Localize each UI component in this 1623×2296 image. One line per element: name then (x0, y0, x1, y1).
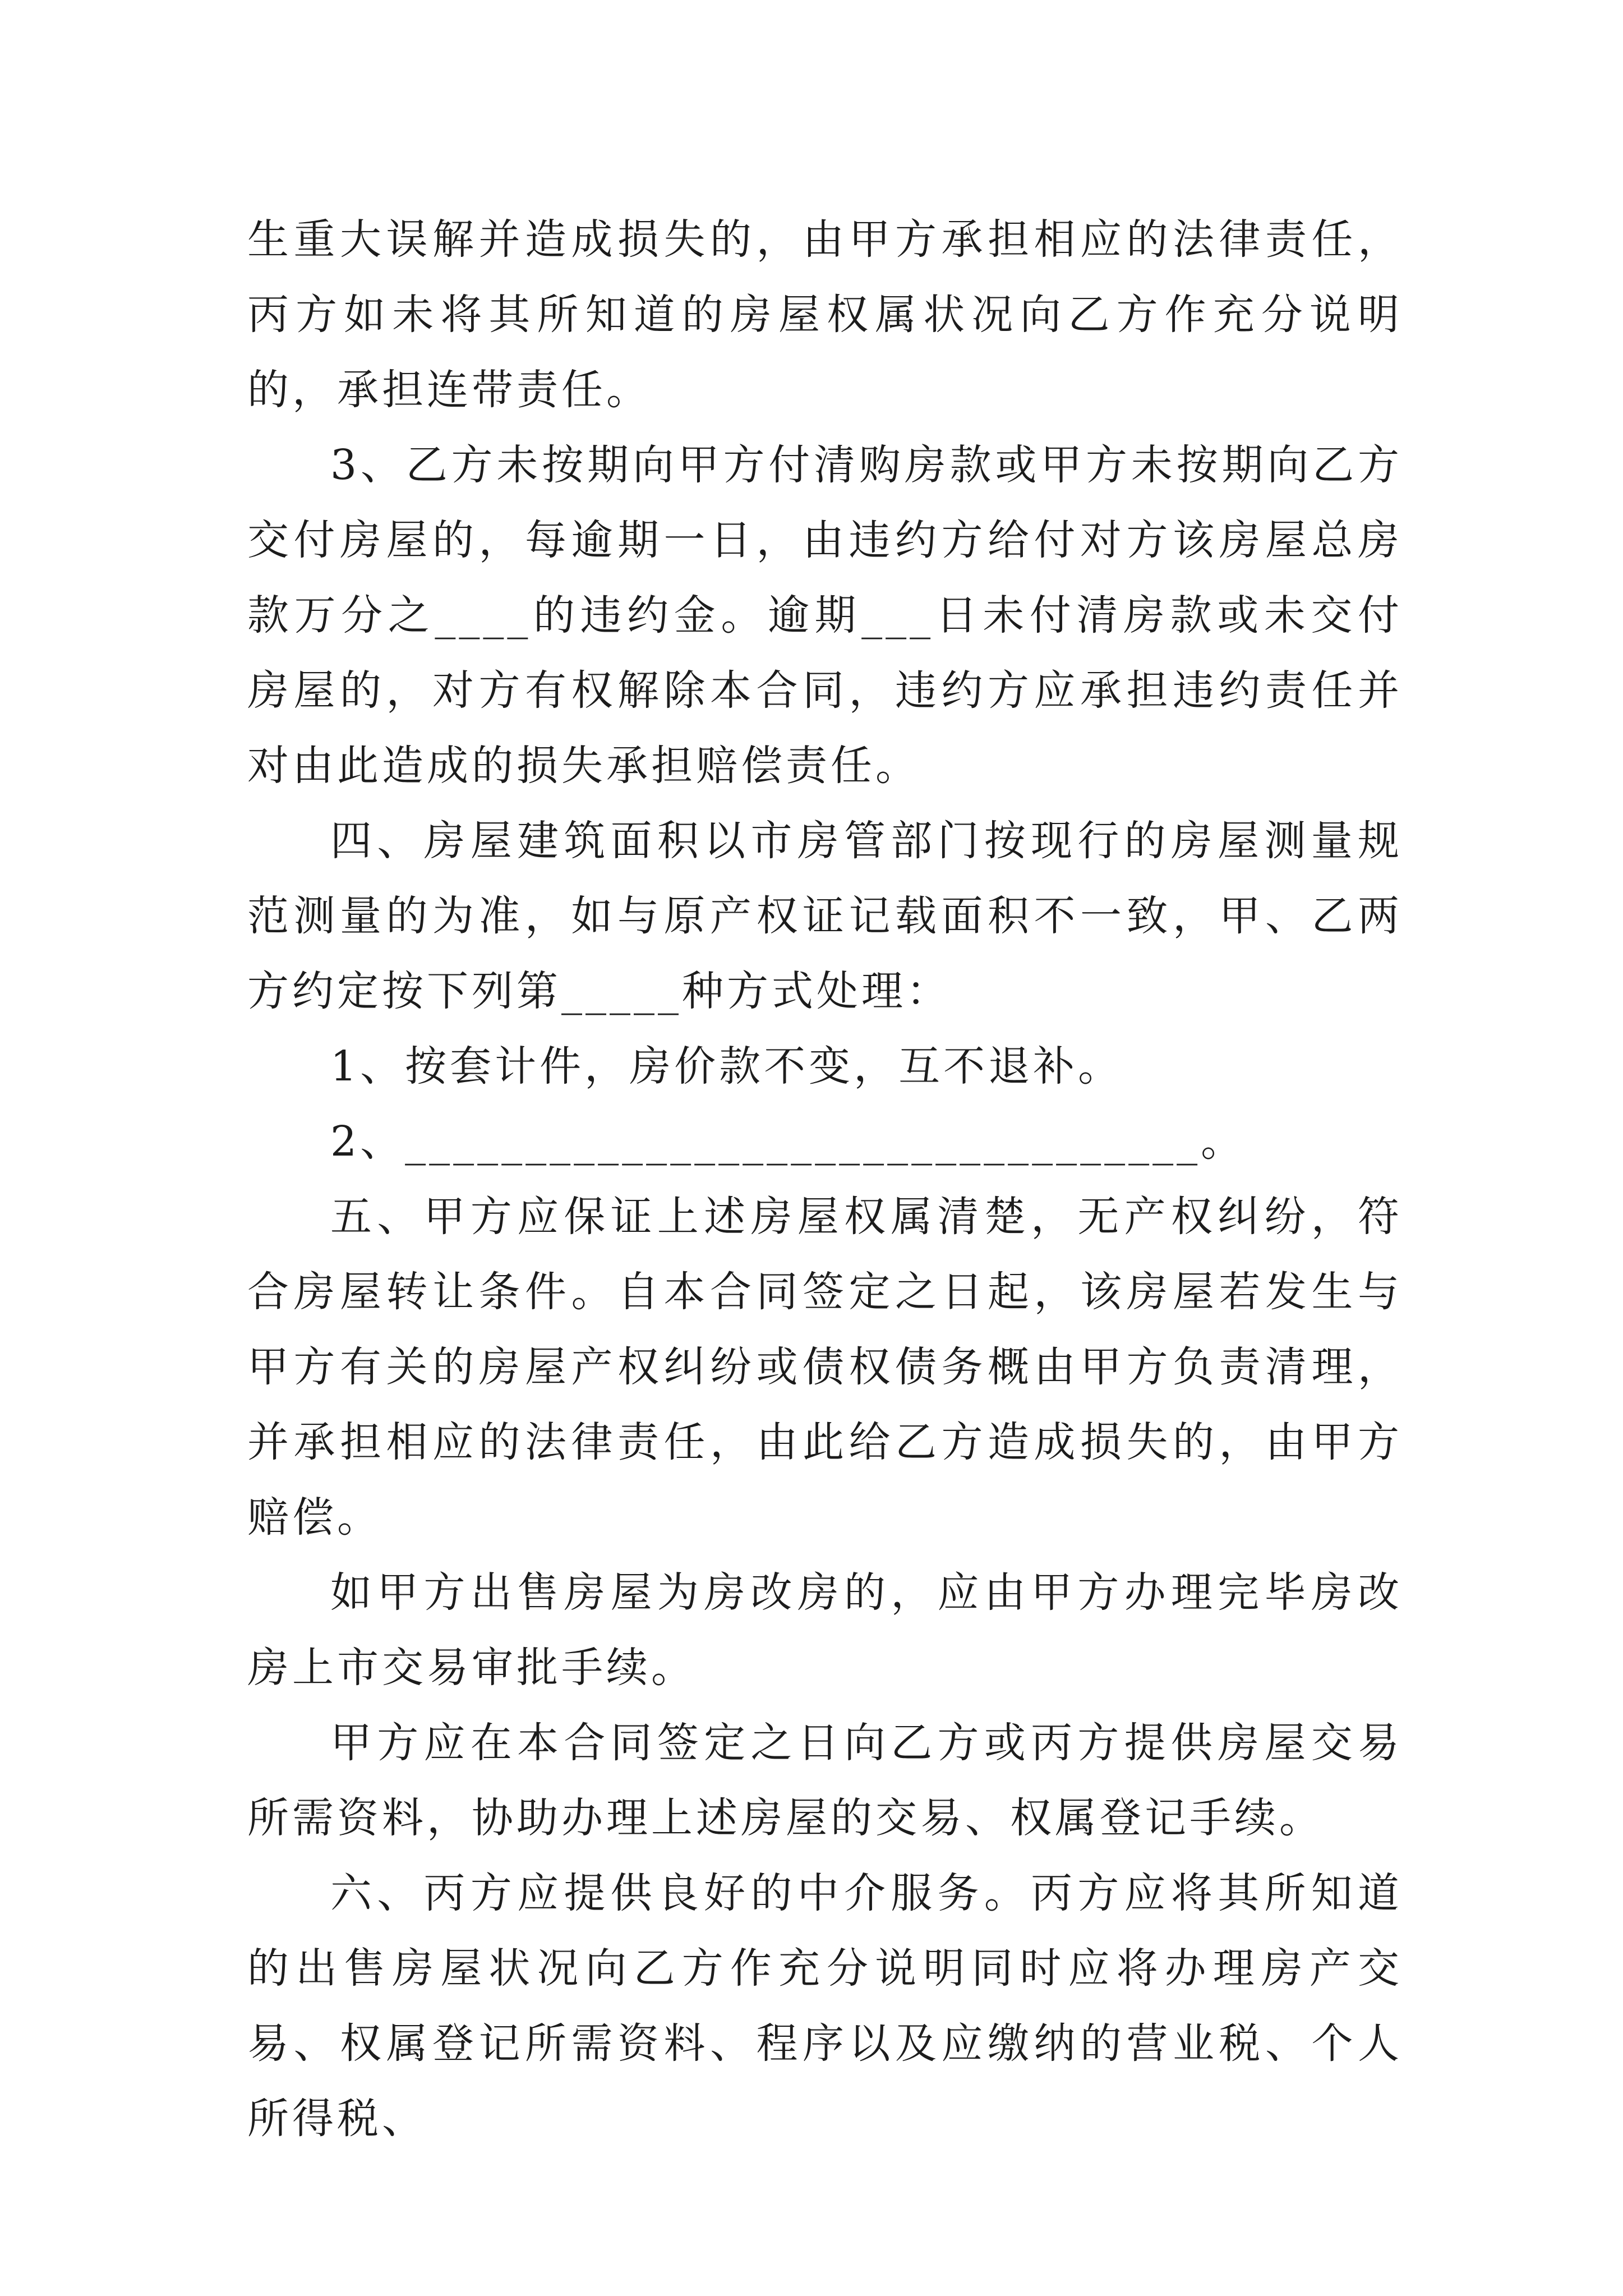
paragraph-continuation: 生重大误解并造成损失的，由甲方承担相应的法律责任，丙方如未将其所知道的房屋权属状况向乙方作充分说明的，承担连带责任。 (247, 215, 1403, 414)
paragraph-option-2: 2、_________________________________。 (330, 1117, 1246, 1166)
paragraph-section-4-area: 四、房屋建筑面积以市房管部门按现行的房屋测量规范测量的为准，如与原产权证记载面积不一致，甲、乙两方约定按下列第_____种方式处理： (247, 817, 1403, 1015)
paragraph-clause-3-penalty: 3、乙方未按期向甲方付清购房款或甲方未按期向乙方交付房屋的，每逾期一日，由违约方给付对方该房屋总房款万分之____的违约金。逾期___日未付清房款或未交付房屋的，对方有权解除本合同，违约方应承担违约责任并对由此造成的损失承担赔偿责任。 (247, 441, 1403, 790)
paragraph-option-1: 1、按套计件，房价款不变，互不退补。 (330, 1042, 1123, 1091)
paragraph-section-5-ownership: 五、甲方应保证上述房屋权属清楚，无产权纠纷，符合房屋转让条件。自本合同签定之日起，该房屋若发生与甲方有关的房屋产权纠纷或债权债务概由甲方负责清理，并承担相应的法律责任，由此给乙方造成损失的，由甲方赔偿。 (247, 1193, 1403, 1542)
paragraph-documents: 甲方应在本合同签定之日向乙方或丙方提供房屋交易所需资料，协助办理上述房屋的交易、权属登记手续。 (247, 1719, 1403, 1842)
paragraph-housing-reform: 如甲方出售房屋为房改房的，应由甲方办理完毕房改房上市交易审批手续。 (247, 1568, 1403, 1692)
document-body (247, 202, 1403, 2156)
paragraph-section-6-agency: 六、丙方应提供良好的中介服务。丙方应将其所知道的出售房屋状况向乙方作充分说明同时应将办理房产交易、权属登记所需资料、程序以及应缴纳的营业税、个人所得税、 (247, 1869, 1403, 2143)
